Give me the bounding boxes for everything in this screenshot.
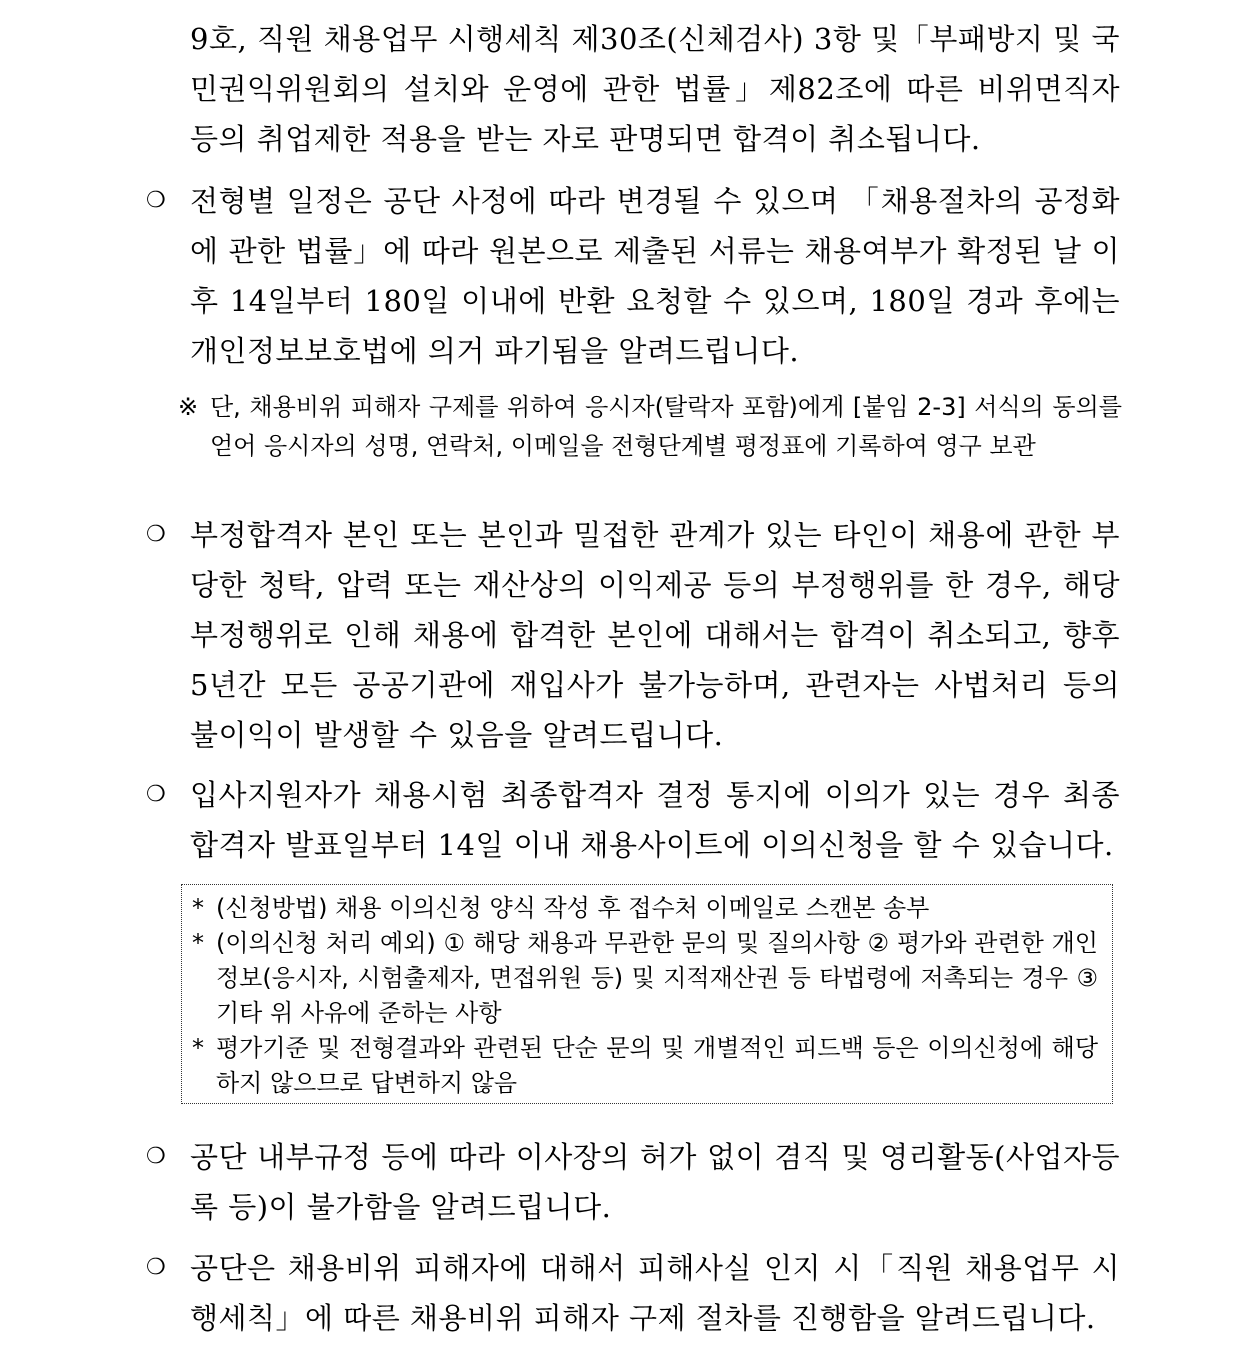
continued-paragraph: 9호, 직원 채용업무 시행세칙 제30조(신체검사) 3항 및「부패방지 및 국민권익위원회의 설치와 운영에 관한 법률」제82조에 따른 비위면직자 등의 취업제한 적용을 받는 자로 판명되면 합격이 취소됩니다.	[190, 22, 1120, 156]
note-text: 단, 채용비위 피해자 구제를 위하여 응시자(탈락자 포함)에게 [붙임 2-3] 서식의 동의를 얻어 응시자의 성명, 연락처, 이메일을 전형단계별 평정표에 기록하여 영구 보관	[210, 393, 1122, 460]
box-item	[192, 926, 1098, 1031]
objection-info-box	[181, 884, 1113, 1104]
box-item	[192, 1031, 1098, 1101]
asterisk-mark: *	[192, 929, 204, 957]
bullet-paragraph-side-job	[146, 1132, 1120, 1232]
bullet-icon: ❍	[146, 1144, 167, 1169]
bullet-icon: ❍	[146, 1255, 167, 1280]
box-item-text: 평가기준 및 전형결과와 관련된 단순 문의 및 개별적인 피드백 등은 이의신청에 해당하지 않으므로 답변하지 않음	[216, 1034, 1098, 1097]
note-mark: ※	[178, 393, 199, 421]
box-item-text: (신청방법) 채용 이의신청 양식 작성 후 접수처 이메일로 스캔본 송부	[216, 894, 930, 922]
bullet-icon: ❍	[146, 782, 167, 807]
paragraph-text: 공단은 채용비위 피해자에 대해서 피해사실 인지 시「직원 채용업무 시행세칙」에 따른 채용비위 피해자 구제 절차를 진행함을 알려드립니다.	[190, 1251, 1120, 1335]
asterisk-mark: *	[192, 1034, 204, 1062]
box-item	[192, 891, 1098, 926]
paragraph-text: 공단 내부규정 등에 따라 이사장의 허가 없이 겸직 및 영리활동(사업자등록 등)이 불가함을 알려드립니다.	[190, 1140, 1120, 1224]
bullet-paragraph-victim-relief	[146, 1243, 1120, 1343]
bullet-paragraph-objection	[146, 770, 1120, 870]
bullet-icon: ❍	[146, 522, 167, 547]
box-item-text: (이의신청 처리 예외) ① 해당 채용과 무관한 문의 및 질의사항 ② 평가와 관련한 개인정보(응시자, 시험출제자, 면접위원 등) 및 지적재산권 등 타법령에 저촉되는 경우 ③ 기타 위 사유에 준하는 사항	[216, 929, 1098, 1027]
bullet-paragraph-fraud	[146, 510, 1120, 760]
paragraph-text: 전형별 일정은 공단 사정에 따라 변경될 수 있으며 「채용절차의 공정화에 관한 법률」에 따라 원본으로 제출된 서류는 채용여부가 확정된 날 이후 14일부터 180일 이내에 반환 요청할 수 있으며, 180일 경과 후에는 개인정보보호법에 의거 파기됨을 알려드립니다.	[190, 184, 1120, 368]
paragraph-text: 부정합격자 본인 또는 본인과 밀접한 관계가 있는 타인이 채용에 관한 부당한 청탁, 압력 또는 재산상의 이익제공 등의 부정행위를 한 경우, 해당 부정행위로 인해 채용에 합격한 본인에 대해서는 합격이 취소되고, 향후 5년간 모든 공공기관에 재입사가 불가능하며, 관련자는 사법처리 등의 불이익이 발생할 수 있음을 알려드립니다.	[190, 518, 1120, 752]
asterisk-mark: *	[192, 894, 204, 922]
reference-note	[178, 388, 1122, 466]
bullet-paragraph-schedule	[146, 176, 1120, 376]
paragraph-text: 입사지원자가 채용시험 최종합격자 결정 통지에 이의가 있는 경우 최종합격자 발표일부터 14일 이내 채용사이트에 이의신청을 할 수 있습니다.	[190, 778, 1120, 862]
bullet-icon: ❍	[146, 188, 167, 213]
